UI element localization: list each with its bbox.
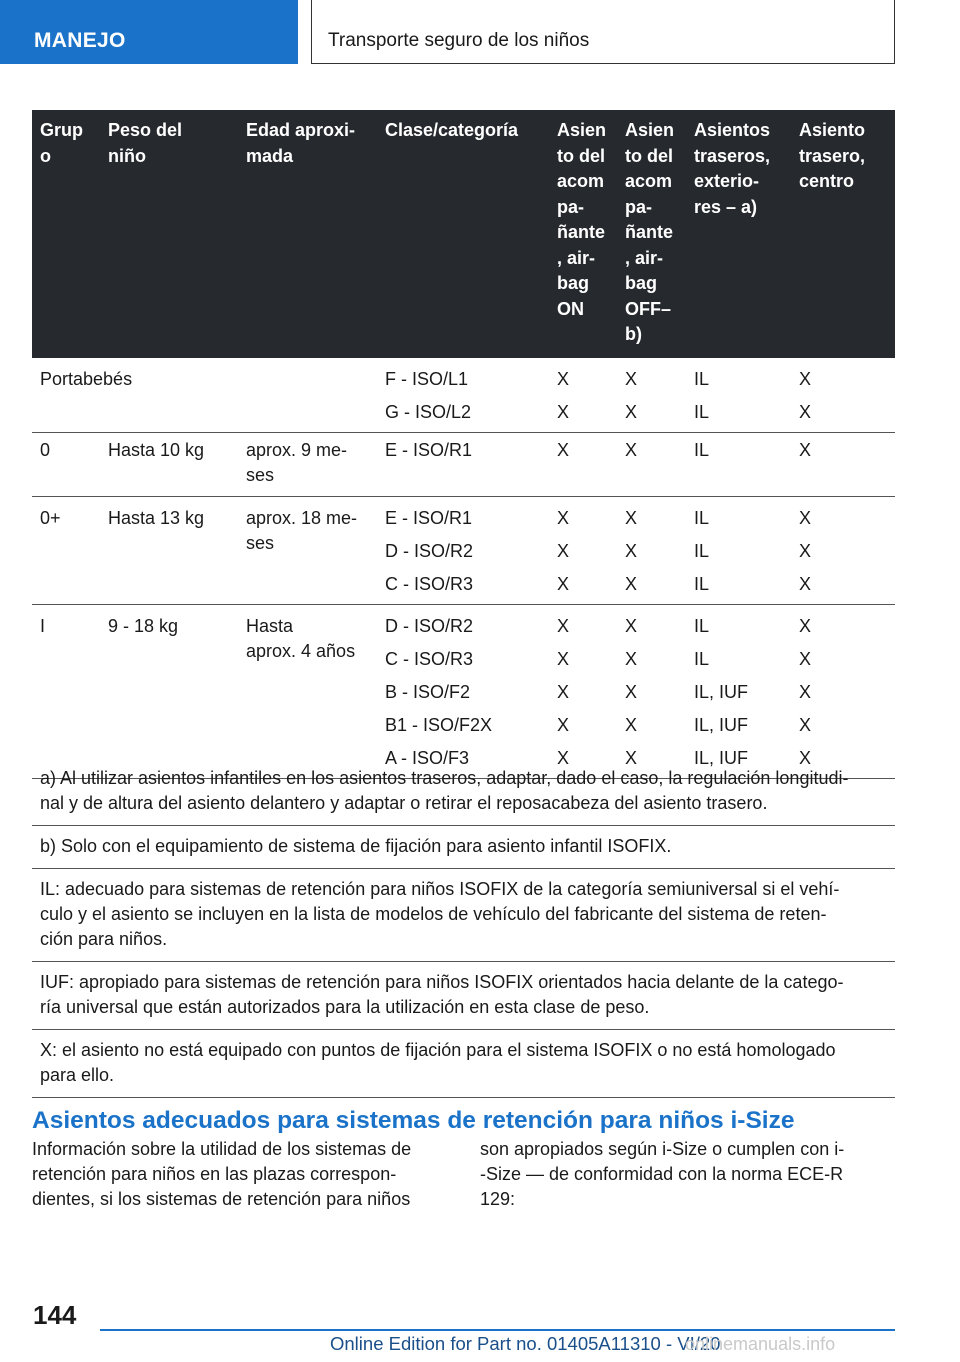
cell-text: C - ISO/R3 <box>385 573 474 594</box>
cell-group <box>32 432 100 496</box>
cell-text: X <box>625 401 638 422</box>
cell-text: E - ISO/R1 <box>385 507 473 528</box>
cell-airbag-on <box>549 358 617 433</box>
cell-age <box>238 432 377 496</box>
cell-airbag-off <box>617 496 686 604</box>
cell-text: X <box>799 648 812 669</box>
cell-rear-center <box>791 604 895 778</box>
cell-text: IL <box>694 573 710 594</box>
cell-text: B - ISO/F2 <box>385 681 471 702</box>
cell-text: IL <box>694 540 710 561</box>
table-row <box>32 432 895 496</box>
cell-text: IL <box>694 615 710 636</box>
cell-text: 0+ <box>40 507 61 528</box>
cell-text: X <box>625 540 638 561</box>
header-age-text: Edad aproxi- mada <box>246 120 356 166</box>
cell-text: X <box>557 714 570 735</box>
cell-group <box>32 358 377 433</box>
cell-text: G - ISO/L2 <box>385 401 472 422</box>
cell-text: X <box>625 573 638 594</box>
cell-text: Hasta 13 kg <box>108 507 205 528</box>
cell-airbag-on <box>549 604 617 778</box>
header-airbag-off-text: Asien to del acom pa- ñante , air- bag OFF– b) <box>625 120 675 344</box>
header-rear-outer <box>686 110 791 358</box>
cell-age <box>238 604 377 778</box>
footnote-b: b) Solo con el equipamiento de sistema de fijación para asiento infantil ISOFIX. <box>32 826 895 869</box>
cell-weight <box>100 604 238 778</box>
cell-text: IL, IUF <box>694 747 749 768</box>
cell-text: aprox. 18 me- ses <box>246 507 358 553</box>
footnote-iuf: IUF: apropiado para sistemas de retención para niños ISOFIX orientados hacia delante de la catego- ría universal que están autorizados para la utilización en esta clase de peso. <box>32 962 895 1030</box>
cell-rear-center <box>791 432 895 496</box>
cell-rear-outer <box>686 358 791 433</box>
cell-text: X <box>625 681 638 702</box>
header-weight-text: Peso del niño <box>108 120 183 166</box>
header-airbag-on-text: Asien to del acom pa- ñante , air- bag ON <box>557 120 607 319</box>
footer-edition: Online Edition for Part no. 01405A11310 - VI/20 <box>330 1333 721 1354</box>
cell-text: IL, IUF <box>694 681 749 702</box>
cell-text: IL, IUF <box>694 714 749 735</box>
body-text-left: Información sobre la utilidad de los sistemas de retención para niños en las plazas correspon- dientes, si los sistemas de retención para niños <box>32 1139 412 1209</box>
cell-airbag-on <box>549 496 617 604</box>
cell-text: X <box>799 401 812 422</box>
cell-text: X <box>799 747 812 768</box>
cell-text: D - ISO/R2 <box>385 615 474 636</box>
page-header <box>311 0 895 64</box>
cell-text: Portabebés <box>40 368 133 389</box>
cell-rear-center <box>791 496 895 604</box>
cell-text: Hasta 10 kg <box>108 439 205 460</box>
footnote-il: IL: adecuado para sistemas de retención para niños ISOFIX de la categoría semiuniversal si el vehí- culo y el asiento se incluyen en la lista de modelos de vehículo del fabricante del sistema de reten- ción para niños. <box>32 869 895 962</box>
page-number: 144 <box>33 1300 77 1330</box>
cell-text: IL <box>694 439 710 460</box>
cell-airbag-off <box>617 358 686 433</box>
cell-text: X <box>557 540 570 561</box>
cell-text: IL <box>694 507 710 528</box>
cell-text: F - ISO/L1 <box>385 368 469 389</box>
cell-text: X <box>557 401 570 422</box>
cell-text: X <box>625 747 638 768</box>
cell-age <box>238 496 377 604</box>
cell-text: I <box>40 615 46 636</box>
cell-text: X <box>799 368 812 389</box>
body-text-right: son apropiados según i-Size o cumplen con i- -Size — de conformidad con la norma ECE-R 129: <box>480 1139 845 1209</box>
table-header-row <box>32 110 895 358</box>
table-footnotes <box>32 758 895 1098</box>
footnote-a: a) Al utilizar asientos infantiles en los asientos traseros, adaptar, dado el caso, la regulación longitudi- nal y de altura del asiento delantero y adaptar o retirar el reposacabeza del asiento trasero. <box>32 758 895 826</box>
header-rear-center <box>791 110 895 358</box>
section-heading: Asientos adecuados para sistemas de retención para niños i-Size <box>32 1107 795 1134</box>
cell-weight <box>100 432 238 496</box>
cell-class <box>377 604 549 778</box>
cell-group <box>32 496 100 604</box>
cell-group <box>32 604 100 778</box>
cell-text: X <box>625 507 638 528</box>
cell-text: X <box>557 747 570 768</box>
cell-text: X <box>799 681 812 702</box>
cell-text: X <box>625 648 638 669</box>
cell-text: X <box>799 573 812 594</box>
cell-text: X <box>625 615 638 636</box>
cell-text: aprox. 9 me- ses <box>246 439 348 485</box>
cell-rear-outer <box>686 496 791 604</box>
cell-text: X <box>625 439 638 460</box>
cell-text: IL <box>694 401 710 422</box>
cell-class <box>377 358 549 433</box>
isofix-table <box>32 110 895 779</box>
footer-divider <box>100 1329 895 1331</box>
cell-text: E - ISO/R1 <box>385 439 473 460</box>
cell-rear-outer <box>686 604 791 778</box>
table-row <box>32 358 895 433</box>
cell-text: X <box>557 368 570 389</box>
header-class-text: Clase/categoría <box>385 120 519 140</box>
cell-text: X <box>557 681 570 702</box>
cell-text: IL <box>694 648 710 669</box>
cell-airbag-on <box>549 432 617 496</box>
watermark: onlinemanuals.info <box>685 1334 836 1354</box>
cell-text: X <box>557 615 570 636</box>
cell-text: 0 <box>40 439 51 460</box>
cell-airbag-off <box>617 432 686 496</box>
cell-class <box>377 432 549 496</box>
header-group <box>32 110 100 358</box>
cell-text: C - ISO/R3 <box>385 648 474 669</box>
cell-text: X <box>557 439 570 460</box>
cell-text: 9 - 18 kg <box>108 615 179 636</box>
cell-airbag-off <box>617 604 686 778</box>
table-row <box>32 496 895 604</box>
header-rear-outer-text: Asientos traseros, exterio- res – a) <box>694 120 771 217</box>
page-header-title: Transporte seguro de los niños <box>328 30 590 51</box>
header-airbag-on <box>549 110 617 358</box>
cell-text: X <box>625 368 638 389</box>
footnote-x: X: el asiento no está equipado con puntos de fijación para el sistema ISOFIX o no está homologado para ello. <box>32 1030 895 1098</box>
cell-text: X <box>557 648 570 669</box>
cell-text: X <box>799 507 812 528</box>
cell-text: B1 - ISO/F2X <box>385 714 493 735</box>
table-row <box>32 604 895 778</box>
cell-weight <box>100 496 238 604</box>
cell-text: X <box>799 714 812 735</box>
cell-text: X <box>557 507 570 528</box>
cell-text: IL <box>694 368 710 389</box>
cell-class <box>377 496 549 604</box>
section-tab <box>0 0 298 64</box>
header-age <box>238 110 377 358</box>
cell-rear-outer <box>686 432 791 496</box>
header-group-text: Grup o <box>40 120 83 166</box>
cell-text: A - ISO/F3 <box>385 747 470 768</box>
header-airbag-off <box>617 110 686 358</box>
header-class <box>377 110 549 358</box>
cell-text: X <box>625 714 638 735</box>
cell-text: X <box>557 573 570 594</box>
section-label: MANEJO <box>34 29 126 52</box>
cell-text: Hasta aprox. 4 años <box>246 615 356 661</box>
cell-text: X <box>799 615 812 636</box>
header-rear-center-text: Asiento trasero, centro <box>799 120 866 191</box>
cell-text: X <box>799 439 812 460</box>
cell-text: X <box>799 540 812 561</box>
cell-text: D - ISO/R2 <box>385 540 474 561</box>
cell-rear-center <box>791 358 895 433</box>
header-weight <box>100 110 238 358</box>
